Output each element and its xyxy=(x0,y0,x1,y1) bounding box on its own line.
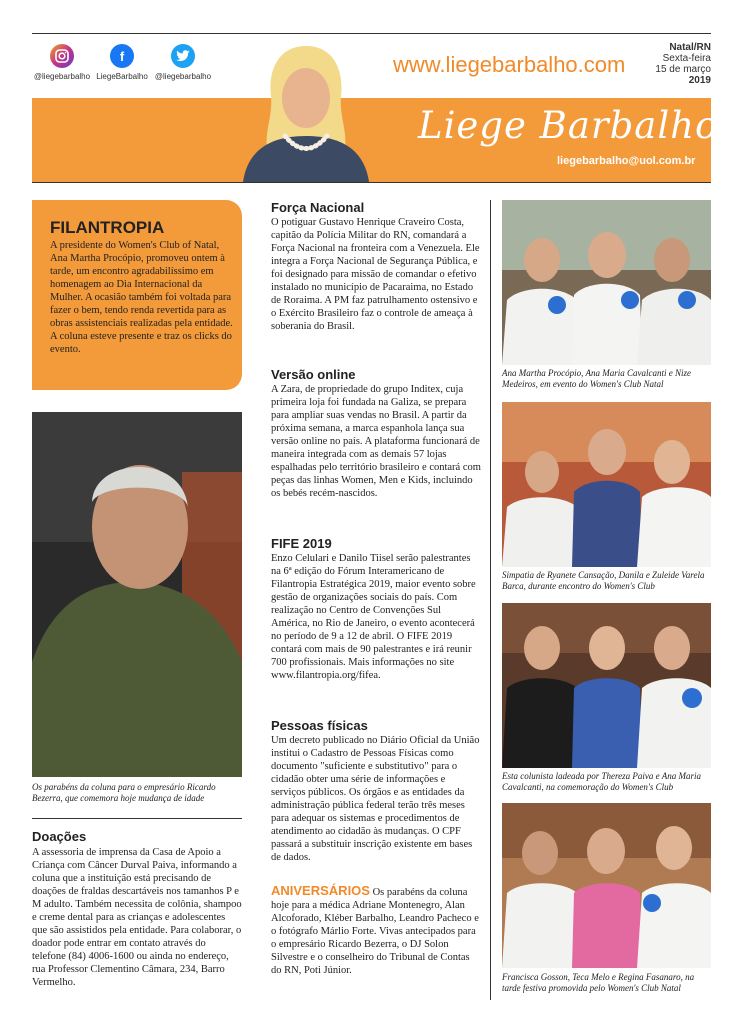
versao-text: A Zara, de propriedade do grupo Inditex, cuja primeira loja foi fundada na Galiza, se prepara para ampliar suas vendas no Brasil. A partir da próxima semana, a marca espanhola lança sua versão online no país. A plataforma funcionará de maneira integrada com as demais 57 lojas espalhadas pelo território brasileiro e contará com peças das linhas Women, Men e Kids, incluindo os bebés recém-nascidos. xyxy=(271,384,481,499)
fife-title: FIFE 2019 xyxy=(271,536,332,551)
versao-title: Versão online xyxy=(271,367,356,382)
instagram-handle: @liegebarbalho xyxy=(33,72,91,81)
right-caption-4: Francisca Gosson, Teca Melo e Regina Fasanaro, na tarde festiva promovida pelo Women's Club Natal xyxy=(502,972,695,993)
aniversarios-text: Os parabéns da coluna hoje para a médica Adriane Montenegro, Alan Alcoforado, Kléber Barbalho, Leandro Pacheco e o fotógrafo Márlio Forte. Vivas antecipados para o empresário Ricardo Bezerra, o DJ Solon Silvestre e o conselheiro do Tribunal de Contas do RN, Poti Júnior. xyxy=(271,887,479,976)
pessoas-text: Um decreto publicado no Diário Oficial da União institui o Cadastro de Pessoas Físicas como documento "suficiente e substitutivo" para o cidadão obter uma série de informações e serviços públicos. Os órgãos e as entidades da administração pública federal terão três meses para adequar os sistemas e procedimentos de atendimento ao cidadão às mudanças. O CPF passará a substituir inscrição existente em bases de dados. xyxy=(271,735,480,863)
date: 15 de março xyxy=(655,64,711,75)
dateline xyxy=(655,42,711,86)
photo-women-club-2 xyxy=(502,402,711,567)
twitter-icon xyxy=(171,44,195,68)
left-photo-caption: Os parabéns da coluna para o empresário Ricardo Bezerra, que comemora hoje mudança de idade xyxy=(32,782,216,803)
facebook-link[interactable] xyxy=(92,44,152,81)
columnist-name: Liege Barbalho xyxy=(418,104,719,147)
website-link[interactable]: www.liegebarbalho.com xyxy=(393,52,626,77)
header-bottom-rule xyxy=(32,182,711,183)
filantropia-title: FILANTROPIA xyxy=(50,218,165,237)
weekday: Sexta-feira xyxy=(662,53,711,64)
columnist-portrait xyxy=(233,36,379,182)
facebook-icon: f xyxy=(110,44,134,68)
columnist-email[interactable]: liegebarbalho@uol.com.br xyxy=(557,155,696,167)
column-divider xyxy=(490,200,491,1000)
right-caption-3: Esta colunista ladeada por Thereza Paiva e Ana Maria Cavalcanti, na comemoração do Women's Club xyxy=(502,771,701,792)
right-caption-2: Simpatia de Ryanete Cansação, Danila e Zuleide Varela Barca, durante encontro do Women's Club xyxy=(502,570,705,591)
facebook-handle: LiegeBarbalho xyxy=(96,72,148,81)
forca-text: O potiguar Gustavo Henrique Craveiro Costa, capitão da Polícia Militar do RN, comandará a Força Nacional na fronteira com a Venezuela. Ele integra a Força Nacional de Segurança Pública, e foi designado para missão de comandar o efetivo instalado no município de Pacaraima, no Estado de Roraima. A PM faz patrulhamento ostensivo e o Exército Brasileiro faz o controle de ameaça à soberania do Brasil. xyxy=(271,217,480,332)
pessoas-title: Pessoas físicas xyxy=(271,718,368,733)
left-divider xyxy=(32,818,242,819)
photo-women-club-3 xyxy=(502,603,711,768)
year: 2019 xyxy=(688,75,711,86)
aniversarios-block xyxy=(271,884,481,977)
doacoes-title: Doações xyxy=(32,829,87,844)
doacoes-text: A assessoria de imprensa da Casa de Apoio a Criança com Câncer Durval Paiva, informando a coluna que a instituição está precisando de doações de fraldas descartáveis nos tamanhos P e M adulto. Também necessita de colônia, shampoo e creme dental para as crianças e adolescentes que são assistidos pela entidade. Para colaborar, o doador pode entrar em contato através do telefone (84) 4006-1600 ou ainda no endereço, rua Professor Clementino Câmara, 234, Barro Vermelho. xyxy=(32,847,242,988)
instagram-link[interactable] xyxy=(32,44,92,81)
photo-women-club-1 xyxy=(502,200,711,365)
instagram-icon xyxy=(50,44,74,68)
header-top-rule xyxy=(32,33,711,34)
filantropia-text: A presidente do Women's Club of Natal, Ana Martha Procópio, promoveu ontem à tarde, um encontro agradabilíssimo em homenagem ao Dia Internacional da Mulher. A ocasião também foi voltada para fazer o bem, tendo renda revertida para as obras assistenciais realizadas pela entidade. A coluna esteve presente e traz os clicks do evento. xyxy=(50,240,233,355)
fife-text: Enzo Celulari e Danilo Tiisel serão palestrantes na 6ª edição do Fórum Interamericano de Filantropia Estratégica 2019, maior evento sobre gestão de organizações sociais do país. Com realização no Centro de Convenções Sul América, no Rio de Janeiro, o evento acontecerá no período de 9 a 12 de abril. O FIFE 2019 contará com mais de 90 palestrantes e irá reunir 700 profissionais. Mais informações no site www.filantropia.org/fifea. xyxy=(271,553,476,681)
forca-title: Força Nacional xyxy=(271,200,365,215)
photo-ricardo-bezerra xyxy=(32,412,242,777)
twitter-link[interactable] xyxy=(153,44,213,81)
right-caption-1: Ana Martha Procópio, Ana Maria Cavalcanti e Nize Medeiros, em evento do Women's Club Natal xyxy=(502,368,691,389)
city: Natal/RN xyxy=(669,42,711,53)
photo-women-club-4 xyxy=(502,803,711,968)
aniversarios-title: ANIVERSÁRIOS xyxy=(271,883,370,898)
twitter-handle: @liegebarbalho xyxy=(154,72,212,81)
